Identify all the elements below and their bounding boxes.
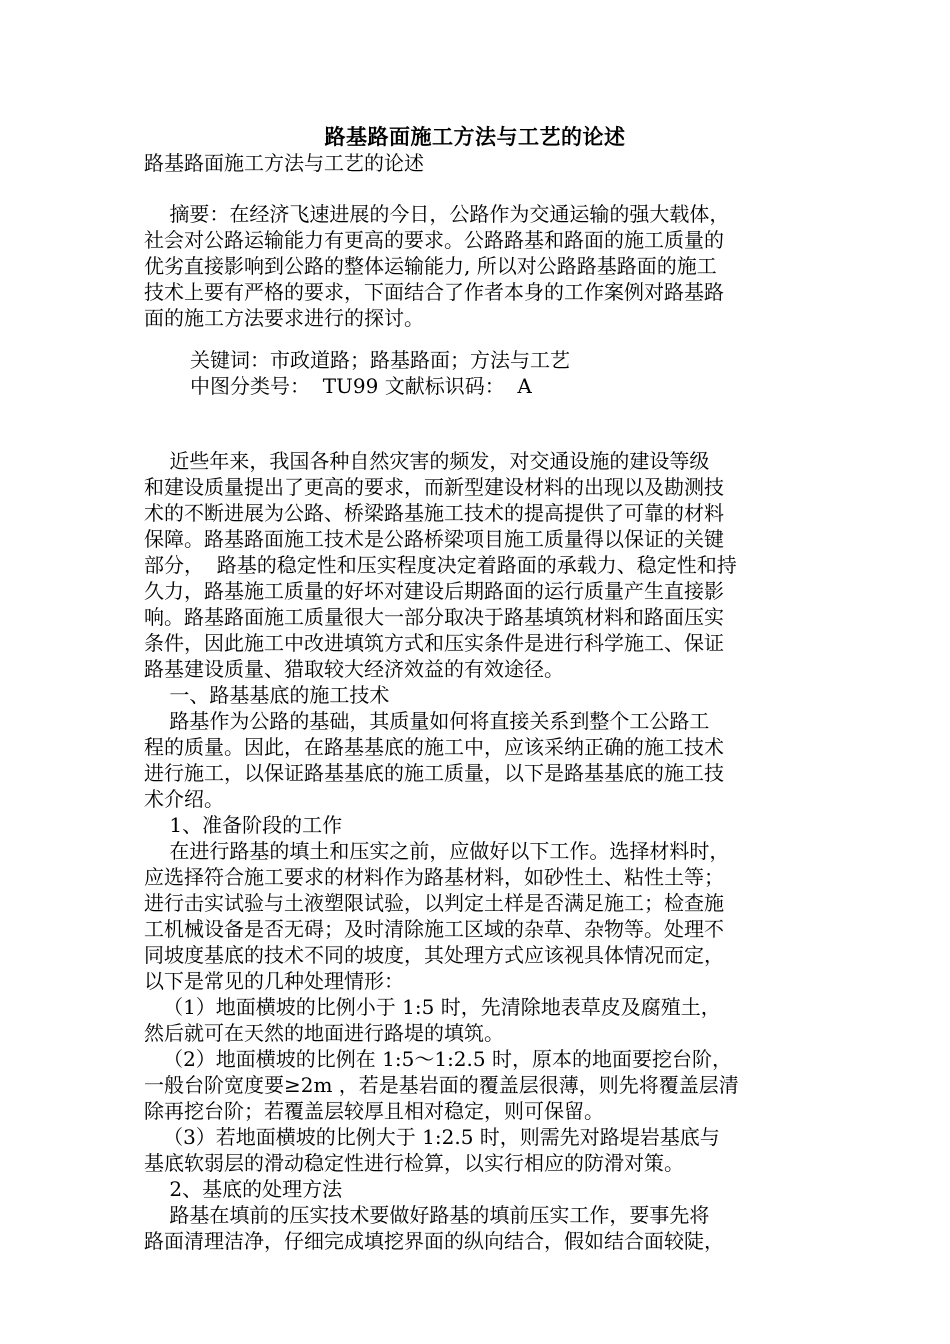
body-line: 程的质量。因此，在路基基底的施工中，应该采纳正确的施工技术: [144, 735, 724, 759]
body-line: 条件，因此施工中改进填筑方式和压实条件是进行科学施工、保证: [144, 631, 724, 655]
list-item: （1）地面横坡的比例小于 1:5 时，先清除地表草皮及腐殖土，: [144, 995, 721, 1019]
body-line: 和建设质量提出了更高的要求，而新型建设材料的出现以及勘测技: [144, 475, 724, 499]
body-line: 路面清理洁净，仔细完成填挖界面的纵向结合，假如结合面较陡，: [144, 1229, 724, 1253]
body-line: 工机械设备是否无碍；及时清除施工区域的杂草、杂物等。处理不: [144, 917, 724, 941]
body-line: 应选择符合施工要求的材料作为路基材料，如砂性土、粘性土等；: [144, 865, 724, 889]
subsection-heading: 1、准备阶段的工作: [144, 813, 343, 837]
body-line: 基底软弱层的滑动稳定性进行检算，以实行相应的防滑对策。: [144, 1151, 684, 1175]
body-line: 路基作为公路的基础，其质量如何将直接关系到整个工公路工: [144, 709, 710, 733]
body-line: 响。路基路面施工质量很大一部分取决于路基填筑材料和路面压实: [144, 605, 724, 629]
body-line: 进行击实试验与土液塑限试验，以判定土样是否满足施工；检查施: [144, 891, 724, 915]
body-line: 以下是常见的几种处理情形：: [144, 969, 404, 993]
body-line: 久力，路基施工质量的好坏对建设后期路面的运行质量产生直接影: [144, 579, 724, 603]
abstract-line: 技术上要有严格的要求，下面结合了作者本身的工作案例对路基路: [144, 280, 724, 304]
body-line: 近些年来，我国各种自然灾害的频发，对交通设施的建设等级: [144, 449, 710, 473]
body-line: 术介绍。: [144, 787, 224, 811]
list-item: （3）若地面横坡的比例大于 1:2.5 时，则需先对路堤岩基底与: [144, 1125, 720, 1149]
body-line: 除再挖台阶；若覆盖层较厚且相对稳定，则可保留。: [144, 1099, 604, 1123]
abstract-line: 社会对公路运输能力有更高的要求。公路路基和路面的施工质量的: [144, 228, 724, 252]
abstract-line: 优劣直接影响到公路的整体运输能力, 所以对公路路基路面的施工: [144, 254, 717, 278]
body-line: 进行施工，以保证路基基底的施工质量，以下是路基基底的施工技: [144, 761, 724, 785]
keywords-block: [190, 347, 852, 399]
body-line: 路基建设质量、猎取较大经济效益的有效途径。: [144, 657, 564, 681]
body-line: 然后就可在天然的地面进行路堤的填筑。: [144, 1021, 504, 1045]
abstract-paragraph: [144, 201, 806, 331]
abstract-line: 面的施工方法要求进行的探讨。: [144, 306, 424, 330]
body-line: 部分， 路基的稳定性和压实程度决定着路面的承载力、稳定性和持: [144, 553, 737, 577]
document-subtitle: 路基路面施工方法与工艺的论述: [144, 151, 424, 175]
body-line: 一般台阶宽度要≥2m ，若是基岩面的覆盖层很薄，则先将覆盖层清: [144, 1073, 739, 1097]
section-heading: 一、路基基底的施工技术: [144, 683, 390, 707]
body-line: 术的不断进展为公路、桥梁路基施工技术的提高提供了可靠的材料: [144, 501, 724, 525]
subsection-heading: 2、基底的处理方法: [144, 1177, 343, 1201]
main-body: [144, 448, 806, 1254]
classification-line: 中图分类号： TU99 文献标识码： A: [190, 374, 532, 398]
body-line: 路基在填前的压实技术要做好路基的填前压实工作，要事先将: [144, 1203, 710, 1227]
keywords-line: 关键词：市政道路；路基路面；方法与工艺: [190, 348, 570, 372]
abstract-line: 摘要：在经济飞速进展的今日，公路作为交通运输的强大载体，: [144, 202, 730, 226]
document-title: 路基路面施工方法与工艺的论述: [324, 124, 626, 149]
body-line: 在进行路基的填土和压实之前，应做好以下工作。选择材料时，: [144, 839, 730, 863]
body-line: 保障。路基路面施工技术是公路桥梁项目施工质量得以保证的关键: [144, 527, 724, 551]
list-item: （2）地面横坡的比例在 1:5～1:2.5 时，原本的地面要挖台阶，: [144, 1047, 732, 1071]
body-line: 同坡度基底的技术不同的坡度，其处理方式应该视具体情况而定，: [144, 943, 724, 967]
